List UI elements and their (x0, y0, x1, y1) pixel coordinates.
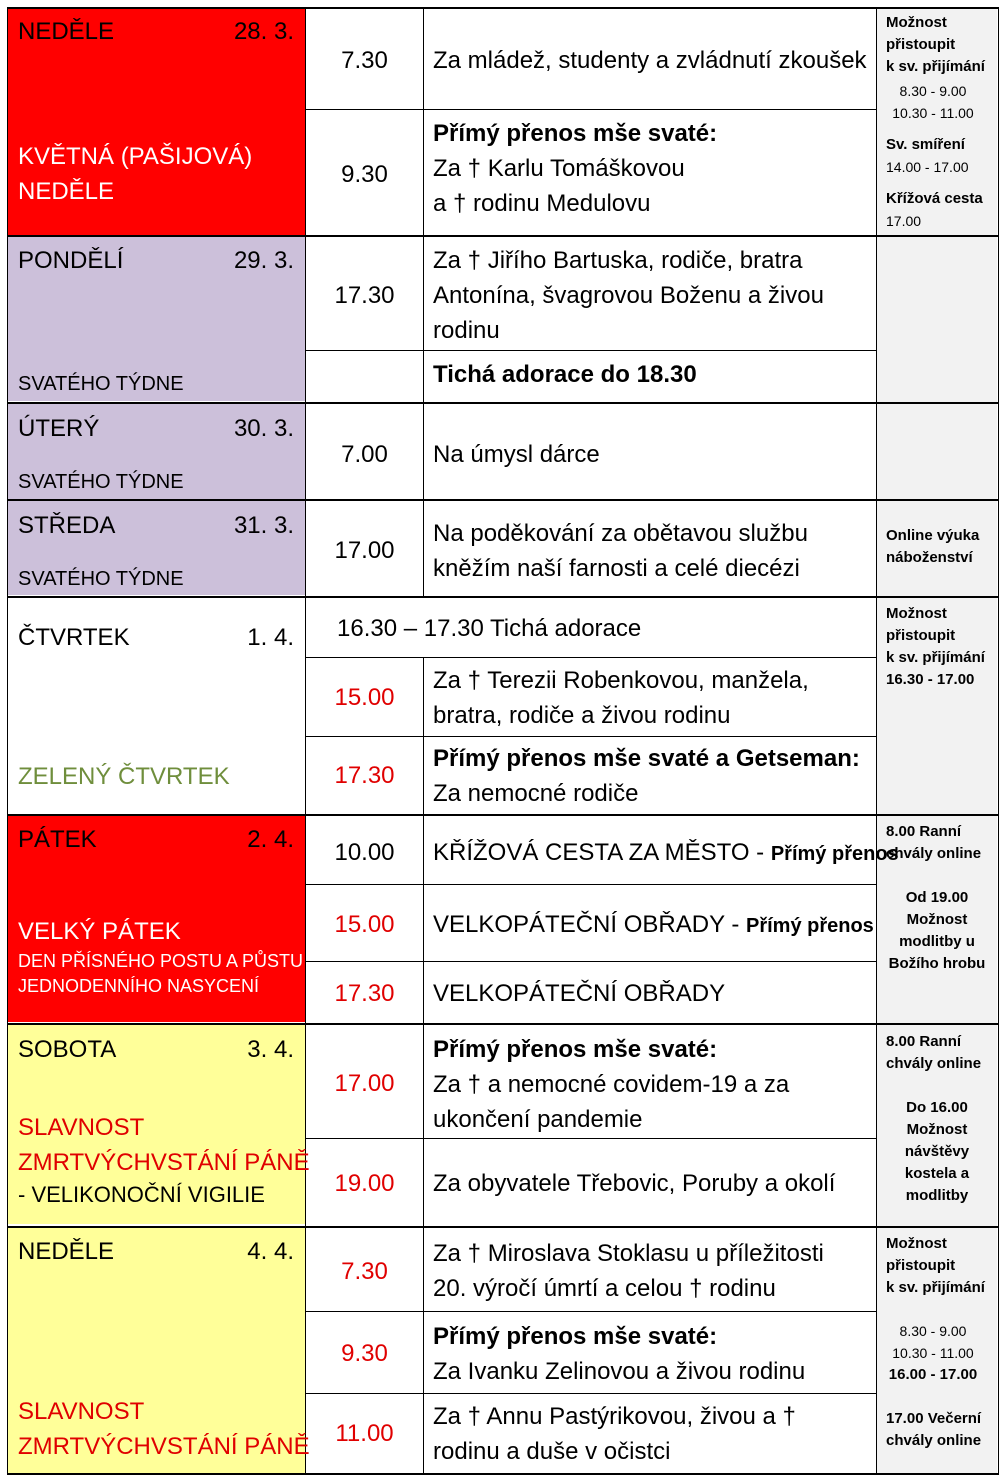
note-text: 8.30 - 9.00 (899, 1323, 967, 1339)
note-text: Možnost (886, 1235, 947, 1252)
mass-time: 7.30 (341, 47, 388, 74)
day-subtitle: JEDNODENNÍHO NASYCENÍ (18, 976, 260, 996)
note-text: 10.30 - 11.00 (892, 1345, 974, 1361)
day-name: NEDĚLE (18, 1238, 115, 1265)
mass-time: 7.00 (341, 441, 388, 468)
day-subtitle: ZMRTVÝCHVSTÁNÍ PÁNĚ (18, 1149, 310, 1176)
day-date: 30. 3. (233, 415, 294, 442)
broadcast-label: Přímý přenos mše svaté: (433, 1323, 718, 1350)
broadcast-tag: Přímý přenos (745, 915, 874, 937)
day-subtitle: ZMRTVÝCHVSTÁNÍ PÁNĚ (18, 1433, 310, 1460)
note-text: 16.30 - 17.00 (886, 671, 975, 688)
note-text: 17.00 Večerní (886, 1410, 982, 1427)
note-text: k sv. přijímání (886, 649, 985, 666)
mass-intention: 20. výročí úmrtí a celou † rodinu (433, 1275, 776, 1302)
note-text: 14.00 - 17.00 (886, 159, 969, 175)
note-text: chvály online (886, 1055, 982, 1072)
note-text: Možnost (886, 605, 947, 622)
day-subtitle: - VELIKONOČNÍ VIGILIE (18, 1182, 265, 1207)
day-subtitle: SVATÉHO TÝDNE (18, 373, 184, 395)
day-date: 31. 3. (233, 512, 294, 539)
mass-intention: Na poděkování za obětavou službu (433, 520, 808, 547)
mass-intention: bratra, rodiče a živou rodinu (433, 702, 731, 729)
day-subtitle: NEDĚLE (18, 178, 115, 205)
mass-intention: Za Ivanku Zelinovou a živou rodinu (433, 1358, 806, 1385)
mass-time: 9.30 (341, 161, 388, 188)
note-text: chvály online (886, 845, 982, 862)
mass-intention: Za obyvatele Třebovic, Poruby a okolí (433, 1170, 836, 1197)
event-title: VELKOPÁTEČNÍ OBŘADY - Přímý přenos (433, 911, 874, 938)
mass-intention: ukončení pandemie (433, 1106, 643, 1133)
broadcast-label: Přímý přenos mše svaté: (433, 120, 718, 147)
mass-time: 9.30 (341, 1340, 388, 1367)
event-title: VELKOPÁTEČNÍ OBŘADY (433, 980, 726, 1007)
note-text: modlitby (905, 1187, 969, 1204)
day-subtitle: SVATÉHO TÝDNE (18, 471, 184, 493)
mass-intention: Za † Terezii Robenkovou, manžela, (433, 667, 809, 694)
note-text: Křížová cesta (886, 190, 983, 207)
note-text: modlitby u (899, 933, 975, 950)
mass-intention: Antonína, švagrovou Boženu a živou (433, 282, 824, 309)
mass-intention: Za nemocné rodiče (433, 780, 639, 807)
broadcast-label: Přímý přenos mše svaté a Getseman: (433, 745, 860, 772)
day-date: 4. 4. (247, 1238, 294, 1265)
day-name: ČTVRTEK (18, 624, 130, 651)
mass-time: 10.00 (334, 839, 395, 866)
broadcast-label: Přímý přenos mše svaté: (433, 1036, 718, 1063)
note-text: 10.30 - 11.00 (892, 105, 974, 121)
note-text: k sv. přijímání (886, 58, 985, 75)
note-text: 17.00 (886, 213, 922, 229)
mass-time: 15.00 (334, 684, 395, 711)
note-text: kostela a (904, 1165, 970, 1182)
note-text: Sv. smíření (886, 136, 965, 153)
adoration-text: Tichá adorace do 18.30 (433, 361, 697, 388)
mass-intention: Za † Miroslava Stoklasu u příležitosti (433, 1240, 824, 1267)
note-text: Možnost (906, 1121, 968, 1138)
mass-intention: Za † Karlu Tomáškovou (433, 155, 685, 182)
mass-time: 17.30 (334, 980, 395, 1007)
mass-time: 17.00 (334, 1070, 395, 1097)
mass-intention: rodinu a duše v očistci (433, 1438, 671, 1465)
mass-time: 11.00 (335, 1420, 394, 1447)
mass-intention: Za † Jiřího Bartuska, rodiče, bratra (433, 247, 803, 274)
note-text: náboženství (886, 549, 973, 566)
note-text: 8.00 Ranní (886, 823, 962, 840)
note-text: Božího hrobu (888, 955, 986, 972)
note-text: chvály online (886, 1432, 982, 1449)
day-date: 29. 3. (233, 247, 294, 274)
day-name: PÁTEK (18, 826, 97, 853)
day-subtitle: ZELENÝ ČTVRTEK (18, 763, 230, 790)
note-text: 8.30 - 9.00 (899, 83, 967, 99)
day-subtitle: DEN PŘÍSNÉHO POSTU A PŮSTU (18, 951, 304, 971)
note-text: návštěvy (904, 1143, 970, 1160)
note-text: přistoupit (886, 1257, 956, 1274)
day-subtitle: SLAVNOST (18, 1114, 145, 1141)
day-subtitle: SLAVNOST (18, 1398, 145, 1425)
mass-time: 19.00 (334, 1170, 395, 1197)
day-date: 3. 4. (247, 1036, 294, 1063)
day-name: SOBOTA (18, 1036, 117, 1063)
mass-intention: Na úmysl dárce (433, 441, 600, 468)
mass-intention: Za † Annu Pastýrikovou, živou a † (433, 1403, 796, 1430)
day-subtitle: SVATÉHO TÝDNE (18, 568, 184, 590)
note-text: přistoupit (886, 627, 956, 644)
note-text: Do 16.00 (906, 1099, 968, 1116)
mass-intention: rodinu (433, 317, 500, 344)
mass-time: 7.30 (341, 1258, 388, 1285)
broadcast-tag: Přímý přenos (770, 843, 899, 865)
note-text: k sv. přijímání (886, 1279, 985, 1296)
day-name: STŘEDA (18, 512, 116, 539)
note-text: Možnost (886, 14, 947, 31)
day-name: NEDĚLE (18, 18, 115, 45)
note-text: přistoupit (886, 36, 956, 53)
event-title: KŘÍŽOVÁ CESTA ZA MĚSTO - Přímý přenos (433, 839, 899, 866)
mass-time: 15.00 (334, 911, 395, 938)
mass-time: 17.00 (334, 537, 395, 564)
day-date: 28. 3. (233, 18, 294, 45)
note-text: Od 19.00 (905, 889, 969, 906)
mass-time: 17.30 (334, 762, 395, 789)
mass-intention: Za † a nemocné covidem-19 a za (433, 1071, 790, 1098)
day-subtitle: VELKÝ PÁTEK (18, 918, 181, 945)
mass-intention: Za mládež, studenty a zvládnutí zkoušek (433, 47, 867, 74)
day-name: ÚTERÝ (18, 415, 100, 442)
event-title-text: KŘÍŽOVÁ CESTA ZA MĚSTO (433, 839, 750, 866)
event-title-text: VELKOPÁTEČNÍ OBŘADY (433, 911, 725, 938)
day-date: 1. 4. (247, 624, 294, 651)
day-name: PONDĚLÍ (18, 247, 124, 274)
day-subtitle: KVĚTNÁ (PAŠIJOVÁ) (18, 143, 253, 170)
note-text: Možnost (906, 911, 968, 928)
adoration-text: 16.30 – 17.30 Tichá adorace (337, 615, 642, 642)
day-date: 2. 4. (247, 826, 294, 853)
note-text: Online výuka (886, 527, 980, 544)
mass-time: 17.30 (334, 282, 395, 309)
mass-intention: kněžím naší farnosti a celé diecézi (433, 555, 800, 582)
note-text: 8.00 Ranní (886, 1033, 962, 1050)
note-text: 16.00 - 17.00 (888, 1366, 978, 1383)
mass-intention: a † rodinu Medulovu (433, 190, 651, 217)
